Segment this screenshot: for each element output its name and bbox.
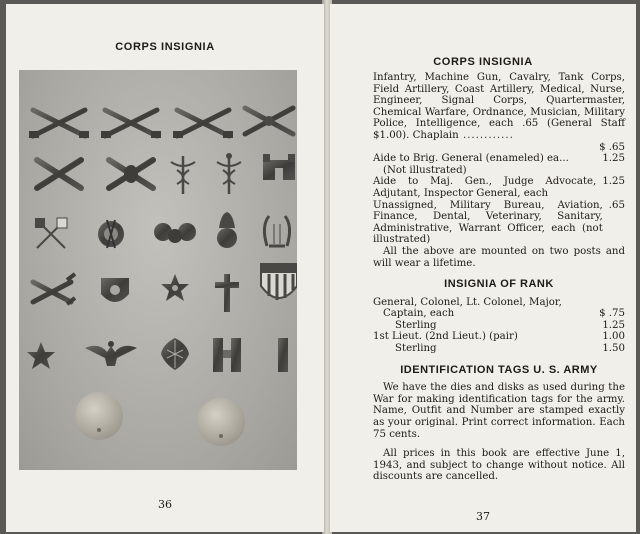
lieutenant-bar-insignia — [278, 338, 288, 372]
rank-captain-row — [373, 308, 625, 320]
page-heading: CORPS INSIGNIA — [115, 41, 215, 53]
rank-line1: General, Colonel, Lt. Colonel, Major, — [373, 296, 562, 308]
aide-maj-price: 1.25 — [602, 176, 625, 188]
corps-insignia-entry — [373, 72, 625, 142]
intelligence-shield-insignia — [101, 278, 129, 302]
page-heading: CORPS INSIGNIA — [433, 56, 533, 68]
oak-leaf-insignia — [161, 338, 189, 370]
tags-text: We have the dies and disks as used during the War for making identification tags for the army. Name, Outfit and Number are stamped exactly as your original. Print correct information. Each 75 cents. — [373, 382, 625, 440]
unassigned-price: .65 — [608, 199, 625, 211]
rank-sterling2-row — [373, 343, 625, 355]
crossed-rifles-insignia — [101, 110, 161, 138]
price-list — [373, 72, 625, 483]
ordnance-bomb-insignia — [217, 212, 237, 248]
corps-insignia-text: Infantry, Machine Gun, Cavalry, Tank Corps, Field Artillery, Coast Artillery, Medical, Nurse, Engineer, Signal Corps, Quartermaster, Chemical Warfare, Ordnance, Musician, Military Police, Intelligence, each .65 (General Staff $1.00). Chaplain ..... — [373, 72, 625, 142]
corps-price-row — [373, 142, 625, 154]
engineer-castle-insignia — [263, 154, 295, 180]
aide-brig-entry — [373, 153, 625, 165]
caduceus-insignia — [171, 156, 195, 194]
rank-sterling2-price: 1.50 — [602, 343, 625, 355]
rank-lieut-price: 1.00 — [602, 331, 625, 343]
crossed-rifles-insignia — [173, 110, 233, 138]
page-number: 36 — [158, 498, 172, 511]
rank-sterling1: Sterling — [395, 319, 437, 331]
unassigned-entry — [373, 200, 625, 246]
rank-sterling2: Sterling — [395, 343, 437, 355]
unassigned-text: Unassigned, Military Bureau, Aviation, Finance, Dental, Veterinary, Sanitary, Administrative, Warrant Officer, each (not illustrated) — [373, 199, 603, 246]
rank-captain-price: $ .75 — [599, 308, 625, 320]
rank-captain: Captain, each — [383, 308, 455, 320]
crossed-cannons-insignia — [245, 108, 293, 134]
insignia-collection — [19, 70, 297, 470]
rank-sterling1-row — [373, 320, 625, 332]
tags-heading: IDENTIFICATION TAGS U. S. ARMY — [400, 363, 598, 376]
aide-brig-text: Aide to Brig. General (enameled) ea... — [373, 153, 569, 165]
corps-price: $ .65 — [599, 141, 625, 153]
rank-sterling1-price: 1.25 — [602, 319, 625, 331]
rank-lieut: 1st Lieut. (2nd Lieut.) (pair) — [373, 331, 518, 343]
caduceus-nurse-insignia — [217, 153, 241, 194]
captain-bars-insignia — [213, 338, 241, 372]
general-star-insignia — [27, 342, 55, 369]
colonel-eagle-insignia — [85, 341, 137, 366]
signal-flags-insignia — [35, 218, 67, 248]
musician-lyre-insignia — [264, 216, 289, 246]
identification-tag-disk — [197, 398, 245, 446]
page-number: 37 — [476, 510, 490, 523]
rank-lieut-row — [373, 331, 625, 343]
aide-maj-entry — [373, 176, 625, 199]
star-insignia — [161, 274, 189, 301]
identification-tag-disk — [75, 392, 123, 440]
left-page — [6, 4, 324, 532]
crossed-cannons-insignia — [37, 160, 81, 188]
coast-artillery-insignia — [109, 160, 153, 188]
chaplain-cross-insignia — [215, 274, 239, 312]
aide-maj-text: Aide to Maj. Gen., Judge Advocate, Adjutant, Inspector General, each — [373, 176, 597, 199]
quartermaster-insignia — [98, 220, 124, 248]
rank-heading: INSIGNIA OF RANK — [444, 278, 554, 291]
chemical-warfare-insignia — [154, 223, 196, 243]
right-page — [330, 4, 636, 532]
crossed-rifles-insignia — [29, 110, 89, 138]
aide-brig-price: 1.25 — [602, 153, 625, 165]
insignia-photograph — [19, 70, 297, 470]
crossed-pistols-insignia — [33, 274, 75, 304]
aide-brig-note: (Not illustrated) — [383, 164, 467, 176]
us-shield-insignia — [261, 264, 297, 300]
mounted-note: All the above are mounted on two posts and will wear a lifetime. — [373, 245, 625, 269]
prices-note: All prices in this book are effective June 1, 1943, and subject to change without notice. All discounts are cancelled. — [373, 448, 625, 483]
